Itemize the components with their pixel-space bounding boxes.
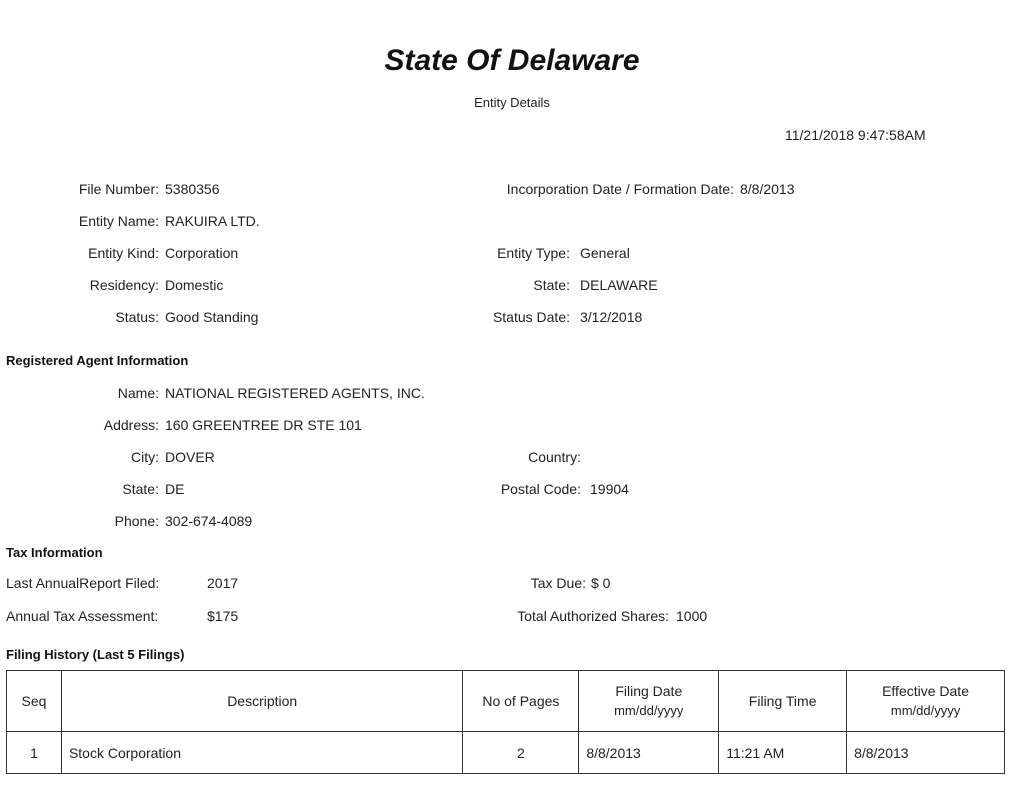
last-report-value: 2017	[207, 575, 239, 591]
col-filing-date-format: mm/dd/yyyy	[614, 703, 684, 718]
status-date-label: Status Date:	[492, 309, 570, 325]
tax-due-label: Tax Due:	[530, 575, 586, 591]
status-value: Good Standing	[165, 309, 259, 325]
agent-name-label: Name:	[117, 385, 159, 401]
agent-postal-label: Postal Code:	[500, 481, 581, 497]
status-date-value: 3/12/2018	[580, 309, 643, 325]
row-effective-date: 8/8/2013	[847, 732, 1005, 774]
authorized-shares-value: 1000	[676, 608, 708, 624]
agent-state-label: State:	[122, 481, 159, 497]
status-label: Status:	[115, 309, 159, 325]
agent-name-value: NATIONAL REGISTERED AGENTS, INC.	[165, 385, 425, 401]
agent-state-value: DE	[165, 481, 185, 497]
col-filing-date	[579, 671, 719, 732]
authorized-shares-label: Total Authorized Shares:	[517, 608, 669, 624]
col-effective-date	[847, 671, 1005, 732]
col-pages: No of Pages	[463, 671, 579, 732]
col-filing-time: Filing Time	[719, 671, 847, 732]
agent-city-label: City:	[131, 449, 159, 465]
page-title: State Of Delaware	[384, 44, 640, 77]
col-filing-date-label: Filing Date	[615, 683, 683, 699]
agent-address-label: Address:	[103, 417, 159, 433]
col-effective-date-label: Effective Date	[882, 683, 969, 699]
file-number-value: 5380356	[165, 181, 220, 197]
agent-country-label: Country:	[528, 449, 581, 465]
incorporation-date-value: 8/8/2013	[740, 181, 795, 197]
filing-history-heading: Filing History (Last 5 Filings)	[6, 647, 185, 662]
entity-type-value: General	[580, 245, 630, 261]
last-report-label: Last AnnualReport Filed:	[6, 575, 160, 591]
row-pages: 2	[463, 732, 579, 774]
row-description: Stock Corporation	[61, 732, 463, 774]
entity-kind-value: Corporation	[165, 245, 239, 261]
agent-phone-label: Phone:	[114, 513, 159, 529]
agent-phone-value: 302-674-4089	[165, 513, 253, 529]
row-seq: 1	[7, 732, 62, 774]
tax-assessment-value: $175	[207, 608, 239, 624]
entity-type-label: Entity Type:	[497, 245, 570, 261]
residency-label: Residency:	[89, 277, 159, 293]
tax-due-value: $ 0	[591, 575, 611, 591]
row-filing-date: 8/8/2013	[579, 732, 719, 774]
agent-city-value: DOVER	[165, 449, 215, 465]
entity-state-value: DELAWARE	[580, 277, 658, 293]
entity-state-label: State:	[533, 277, 570, 293]
col-description: Description	[61, 671, 463, 732]
tax-info-heading: Tax Information	[6, 545, 103, 560]
table-header-row	[7, 671, 1005, 732]
tax-assessment-label: Annual Tax Assessment:	[6, 608, 159, 624]
filing-history-table	[6, 670, 1005, 774]
entity-name-label: Entity Name:	[78, 213, 159, 229]
row-filing-time: 11:21 AM	[719, 732, 847, 774]
col-effective-date-format: mm/dd/yyyy	[890, 703, 961, 718]
entity-name-value: RAKUIRA LTD.	[165, 213, 260, 229]
page-subtitle: Entity Details	[474, 95, 550, 110]
agent-address-value: 160 GREENTREE DR STE 101	[165, 417, 362, 433]
report-timestamp: 11/21/2018 9:47:58AM	[785, 127, 926, 143]
col-seq: Seq	[7, 671, 62, 732]
incorporation-date-label: Incorporation Date / Formation Date:	[506, 181, 734, 197]
registered-agent-heading: Registered Agent Information	[6, 353, 189, 368]
agent-postal-value: 19904	[590, 481, 629, 497]
entity-kind-label: Entity Kind:	[88, 245, 159, 261]
file-number-label: File Number:	[78, 181, 159, 197]
table-row	[7, 732, 1005, 774]
residency-value: Domestic	[165, 277, 224, 293]
